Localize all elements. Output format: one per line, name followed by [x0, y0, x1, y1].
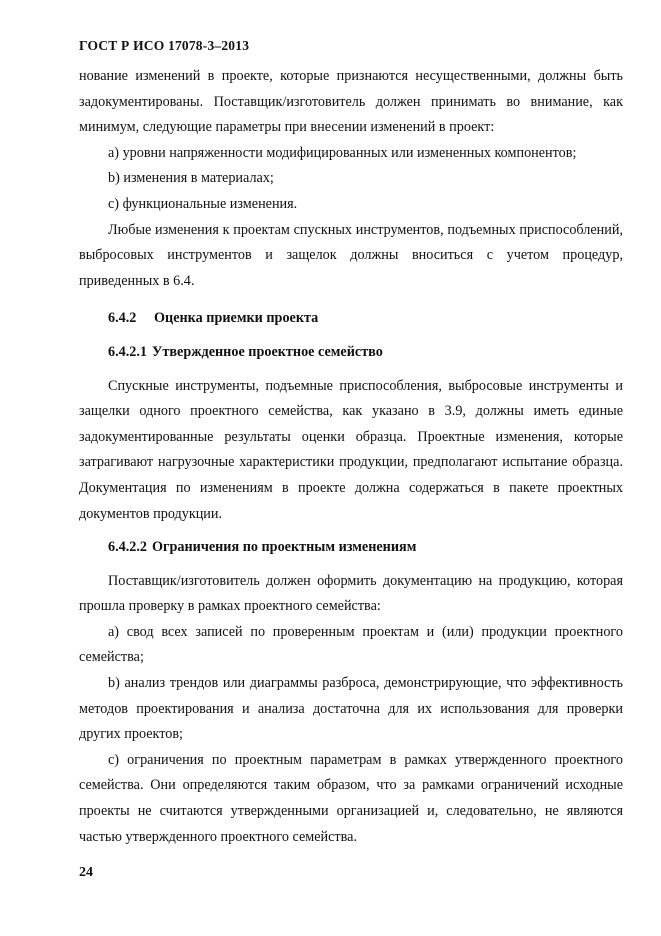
- paragraph-continuation: нование изменений в проекте, которые признаются несущественными, должны быть задокументированы. Поставщик/изготовитель должен принимать во внимание, как минимум, следующие параметры при внесении изменений в проект:: [79, 68, 623, 136]
- section-number: 6.4.2: [108, 310, 137, 327]
- section-title: Ограничения по проектным изменениям: [152, 539, 417, 556]
- paragraph-approved-family: Спускные инструменты, подъемные приспособления, выбросовые инструменты и защелки одного проектного семейства, как указано в 3.9, должны иметь единые задокументированные результаты оценки образца. Проектные изменения, которые затрагивают нагрузочные характеристики продукции, предполагают испытание образца. Документация по изменениям в проекте должна содержаться в пакете проектных документов продукции.: [79, 377, 623, 522]
- document-header: ГОСТ Р ИСО 17078-3–2013: [79, 38, 250, 53]
- list-item-b: b) анализ трендов или диаграммы разброса, демонстрирующие, что эффективность методов проектирования и анализа достаточна для их использования для проверки других проектов;: [79, 675, 623, 743]
- list-item-c: c) ограничения по проектным параметрам в рамках утвержденного проектного семейства. Они определяются таким образом, что за рамками ограничений исходные проекты не считаются утвержденными организацией и, следовательно, не являются частью утвержденного проектного семейства.: [79, 751, 623, 845]
- list-item-c: c) функциональные изменения.: [108, 195, 298, 212]
- list-item-a: a) свод всех записей по проверенным проектам и (или) продукции проектного семейства;: [79, 623, 623, 666]
- section-heading-6-4-2-1: [79, 340, 623, 366]
- section-number: 6.4.2.2: [108, 539, 148, 556]
- section-title: Утвержденное проектное семейство: [152, 343, 383, 360]
- list-item-a: a) уровни напряженности модифицированных или измененных компонентов;: [108, 144, 577, 161]
- paragraph-limitations-intro: Поставщик/изготовитель должен оформить документацию на продукцию, которая прошла проверку в рамках проектного семейства:: [79, 572, 623, 615]
- section-title: Оценка приемки проекта: [154, 310, 319, 327]
- list-item-b: b) изменения в материалах;: [108, 170, 274, 187]
- page-number: 24: [79, 865, 93, 880]
- paragraph-changes: Любые изменения к проектам спускных инструментов, подъемных приспособлений, выбросовых инструментов и защелок должны вноситься с учетом процедур, приведенных в 6.4.: [79, 221, 623, 289]
- page-body: [79, 64, 623, 850]
- section-heading-6-4-2-2: [79, 535, 623, 561]
- section-number: 6.4.2.1: [108, 343, 148, 360]
- section-heading-6-4-2: [79, 306, 623, 332]
